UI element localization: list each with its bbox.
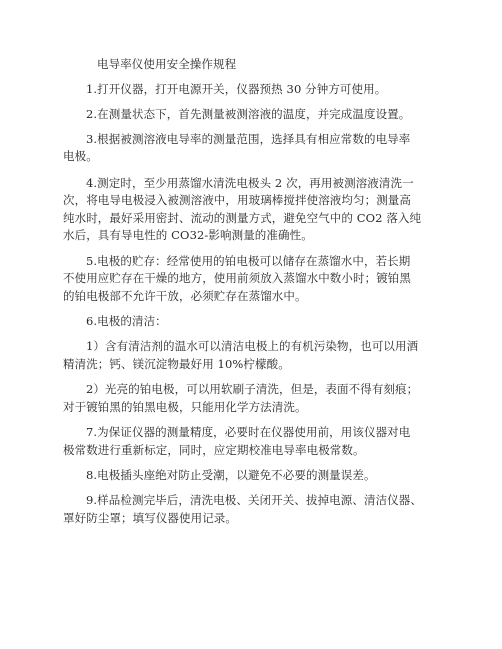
document-title: 电导率仪使用安全操作规程 [97, 57, 237, 71]
paragraph-1-line-1: 1.打开仪器，打开电源开关，仪器预热 30 分钟方可使用。 [86, 82, 387, 96]
paragraph-4-line-2: 次，将电导电极浸入被测溶液中，用玻璃棒搅拌使溶液均匀；测量高 [63, 193, 411, 207]
paragraph-4-line-3: 纯水时，最好采用密封、流动的测量方式，避免空气中的 CO2 落入纯 [63, 211, 422, 225]
paragraph-7-line-1: 1）含有清洁剂的温水可以清洁电极上的有机污染物，也可以用酒 [86, 339, 419, 353]
paragraph-11-line-1: 9.样品检测完毕后，清洗电极、关闭开关、拔掉电源、清洁仪器、 [86, 493, 422, 507]
paragraph-4-line-4: 水后，具有导电性的 CO32-影响测量的准确性。 [63, 228, 313, 242]
paragraph-9-line-1: 7.为保证仪器的测量精度，必要时在仪器使用前，用该仪器对电 [86, 425, 411, 439]
paragraph-9-line-2: 极常数进行重新标定，同时，应定期校准电导率电极常数。 [63, 443, 365, 457]
paragraph-11-line-2: 罩好防尘罩；填写仪器使用记录。 [63, 511, 237, 525]
paragraph-3-line-1: 3.根据被测溶液电导率的测量范围，选择具有相应常数的电导率 [86, 132, 411, 146]
paragraph-8-line-2: 对于镀铂黑的铂黑电极，只能用化学方法清洗。 [63, 400, 307, 414]
paragraph-5-line-3: 的铂电极部不允许干放，必须贮存在蒸馏水中。 [63, 289, 307, 303]
paragraph-5-line-2: 不使用应贮存在干燥的地方，使用前须放入蒸馏水中数小时；镀铂黑 [63, 271, 411, 285]
paragraph-3-line-2: 电极。 [63, 149, 98, 163]
paragraph-2-line-1: 2.在测量状态下，首先测量被测溶液的温度，并完成温度设置。 [86, 107, 411, 121]
paragraph-5-line-1: 5.电极的贮存：经常使用的铂电极可以储存在蒸馏水中，若长期 [86, 254, 411, 268]
paragraph-6-line-1: 6.电极的清洁： [86, 314, 167, 328]
paragraph-7-line-2: 精清洗；钙、镁沉淀物最好用 10%柠檬酸。 [63, 357, 290, 371]
paragraph-10-line-1: 8.电极插头座绝对防止受潮，以避免不必要的测量误差。 [86, 468, 376, 482]
paragraph-8-line-1: 2）光亮的铂电极，可以用软刷子清洗，但是，表面不得有刻痕； [86, 382, 419, 396]
paragraph-4-line-1: 4.测定时，至少用蒸馏水清洗电极头 2 次，再用被测溶液清洗一 [86, 176, 414, 190]
